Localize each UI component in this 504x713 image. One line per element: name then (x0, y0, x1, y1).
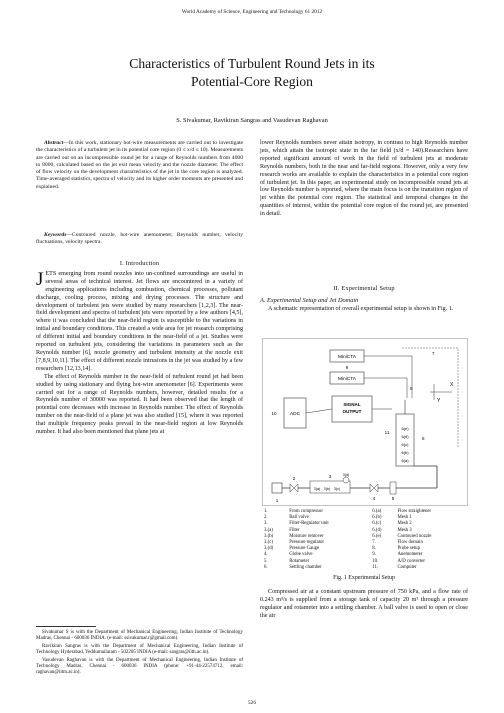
intro-paragraph-3: lower Reynolds numbers never attain isotropy, in contrast to high Reynolds number jets, which attain the isotropic state in the far field (x/d = 140).Researchers have reported significant amount of work in the field of turbulent jets at moderate Reynolds numbers, both in the near and far-field regions. However, only a very few research works are available to explain the characteristics in a potential core region of turbulent jet. In this paper, an experimental study on incompressible round jets at low Reynolds number is reported, where the main focus is on the transition region of jet within the potential core region. The statistical and temporal changes in the quantities of interest, within the potential core region of the round jet, are presented in detail. (260, 140, 468, 218)
figure-legend (262, 509, 468, 571)
legend-cell: 6.(e) (372, 533, 382, 539)
section-heading-introduction: I. Introduction (119, 260, 160, 267)
legend-cell: Mesh 1 (397, 515, 412, 521)
label-1: 1 (275, 498, 279, 503)
legend-cell: 3. (264, 521, 268, 527)
cable-adc (306, 409, 332, 413)
keywords (36, 232, 243, 247)
after-figure-text (260, 589, 468, 621)
rotameter-icon (390, 482, 396, 494)
experimental-setup-diagram (262, 338, 468, 506)
pressure-gauge-icon (343, 477, 349, 483)
abstract-label: Abstract (44, 140, 64, 146)
footnotes (36, 626, 243, 678)
minicta-label-2: MiniCTA (337, 377, 357, 382)
running-header: World Academy of Science, Engineering and Technology 61 2012 (181, 9, 323, 15)
legend-cell: Flow straightener (397, 509, 432, 514)
keywords-label: Keywords (44, 232, 67, 238)
legend-cell: Ball valve (289, 515, 309, 521)
label-x: X (450, 382, 454, 388)
footnote-1: Sivakumar S is with the Department of Mechanical Engineering, Indian Institute of Technology Madras, Chennai - 600036 INDIA. (e-mail: ssivakumar.r@gmail.com). (36, 630, 243, 642)
legend-cell: Filter-Regulator unit (289, 521, 329, 527)
legend-cell: Rotameter (289, 558, 310, 564)
subsection-a-text: A schematic representation of overall experimental setup is shown in Fig. 1. (268, 305, 454, 312)
label-6b: 6(b) (401, 450, 409, 455)
title-line-2: Potential-Core Region (191, 74, 313, 89)
label-6a: 6(a) (401, 458, 409, 463)
label-10: 10 (271, 411, 277, 416)
legend-table (262, 509, 468, 571)
legend-cell: Globe valve (289, 552, 313, 558)
legend-cell: 3.(b) (264, 533, 274, 539)
cable-1 (364, 356, 412, 398)
abstract (36, 140, 243, 191)
label-3a: 3(a) (313, 487, 321, 491)
legend-cell: 6.(b) (372, 515, 382, 521)
section-heading-experimental: II. Experimental Setup (333, 285, 395, 292)
legend-cell: Moisture remover (289, 533, 324, 539)
label-6: 6 (422, 436, 425, 441)
keywords-text: —Contoured nozzle, hot-wire anemometer, Reynolds number, velocity fluctuations, velocity spectra. (36, 232, 243, 246)
legend-cell: 10. (372, 558, 379, 564)
legend-cell: Pressure regulator (289, 540, 324, 546)
minicta-label-1: MiniCTA (337, 355, 357, 360)
label-2: 2 (292, 476, 296, 481)
authors: S. Sivakumar, Ravikiran Sangras and Vasudevan Raghavan (176, 117, 328, 124)
introduction-section (36, 260, 243, 437)
adc-label: ADC (289, 412, 301, 417)
title-line-1: Characteristics of Turbulent Round Jets in its (129, 56, 375, 71)
legend-cell: Computer (397, 564, 417, 570)
subsection-heading-a: A. Experimental Setup and Jet Domain (260, 296, 359, 304)
footnote-3: Vasudevan Raghavan is with the Department of Mechanical Engineering, Indian Institute of Technology Madras, Chennai - 600036 INDIA (phone: +91-44-22574712, email: raghavan@iitm.ac.in). (36, 657, 243, 676)
label-11: 11 (384, 430, 390, 435)
figure-caption: Fig. 1 Experimental Setup (333, 575, 395, 581)
label-5: 5 (391, 496, 395, 501)
legend-cell: 7. (372, 540, 376, 546)
legend-cell: 3.(a) (264, 527, 273, 533)
cable-2 (364, 378, 407, 398)
legend-cell: 8. (372, 546, 376, 552)
legend-cell: 6.(a) (372, 509, 382, 514)
legend-cell: Mesh 3 (397, 527, 412, 533)
globe-valve-icon (370, 484, 378, 492)
setup-paragraph: Compressed air at a constant upstream pressure of 750 kPa, and a flow rate of 0.243 m³/s is supplied from a storage tank of capacity 20 m³ through a pressure regulator and rotameter into a settling chamber. A ball valve is used to open or close the air (260, 589, 468, 619)
label-3d: 3(d) (342, 473, 350, 477)
dropcap-letter: J (36, 268, 44, 290)
intro-continued (260, 140, 468, 219)
label-3b: 3(b) (323, 487, 331, 491)
abstract-text: —In this work, stationary hot-wire measurements are carried out to investigate the characteristics of a turbulent jet in its potential core region (0 ≤ x/d ≤ 10). Measurements are carried out on an incompressible round jet for a range of Reynolds numbers from 4000 to 8000, calculated based on the jet exit mean velocity and the nozzle diameter. The effect of flow velocity on the development characteristics of the jet in the core region is analyzed. Time-averaged statistics, spectra of velocity and its higher order moments are presented and explained. (36, 140, 243, 190)
legend-cell: Anemometer (397, 552, 423, 558)
signal-label-1: SIGNAL (343, 402, 361, 407)
legend-cell: 4. (264, 552, 268, 558)
label-4: 4 (372, 496, 376, 501)
label-7: 7 (432, 351, 435, 356)
legend-cell: Settling chamber (289, 564, 322, 570)
label-3: 3 (328, 474, 332, 479)
label-3c: 3(c) (333, 487, 341, 491)
signal-label-2: OUTPUT (342, 409, 362, 414)
footnote-2: Ravikiran Sangras is with the Department of Mechanical Engineering, Indian Institute of Technology Hyderabad, Yeddumailaram - 502205 INDIA (e-mail: sangras@iith.ac.in). (36, 643, 243, 656)
intro-paragraph-2: The effect of Reynolds number in the near-field of turbulent round jet had been studied by using stationary and flying hot-wire anemometer [6]. Experiments were carried out for a range of Reynolds numbers, however, detailed results for a Reynolds number of 30000 was reported. It had been observed that the length of potential core decreases with increase in Reynolds number. The effect of Reynolds number on the near-field of a plane jet was also studied [15], where it was reported that multiple frequency peaks prevail in the near-field region at low Reynolds number. It had also been mentioned that plane jets at (36, 373, 243, 436)
paper-title (40, 55, 464, 91)
page-number: 526 (248, 700, 256, 706)
legend-cell: A/D converter (397, 558, 426, 564)
legend-cell: 9. (372, 552, 376, 558)
compressor-box (272, 483, 282, 493)
label-8: 8 (410, 386, 413, 391)
ball-valve-icon (290, 484, 298, 492)
legend-cell: Mesh 2 (397, 521, 412, 527)
legend-row (262, 565, 468, 571)
legend-cell: From compressor (289, 509, 323, 514)
label-6e: 6(e) (401, 426, 409, 431)
label-y: Y (437, 398, 441, 404)
legend-cell: 1. (264, 509, 268, 514)
label-9-top: 9 (345, 365, 349, 370)
legend-cell: Contoured nozzle (397, 533, 432, 539)
legend-cell: 6. (264, 564, 268, 570)
legend-cell: Pressure Gauge (289, 546, 320, 552)
legend-cell: 6.(d) (372, 527, 382, 533)
legend-cell: 3.(d) (264, 546, 274, 552)
legend-cell: 5. (264, 558, 268, 564)
footnote-rule (36, 626, 96, 627)
legend-cell: 6.(c) (372, 521, 382, 527)
legend-cell: 3.(c) (264, 540, 273, 546)
legend-cell: Flow domain (397, 540, 423, 546)
label-6c: 6(c) (401, 442, 409, 447)
legend-cell: Probe setup (397, 546, 420, 552)
experimental-section (260, 285, 468, 314)
legend-cell: 11. (372, 564, 379, 570)
legend-cell: 2. (264, 515, 268, 521)
legend-cell: Filter (289, 527, 300, 533)
intro-paragraph-1: ETS emerging from round nozzles into un-confined surroundings are useful in several areas of technical interest. Jet flows are encountered in a variety of engineering applications including combustion, chemical processes, pollutant discharge, cooling process, mixing and drying processes. The structure and development of turbulent jets were studied by many researchers [1,2,3]. The near-field development and spectra of turbulent jets were reported by a few authors [4,5], where it was concluded that the near-field region is susceptible to the variations in initial and boundary conditions. This created a wide area for jet research comprising of different initial and boundary conditions in the near-field of a jet. Studies were reported on turbulent jets, considering the variations in parameters such as the Reynolds number [6], nozzle geometry and turbulent intensity at the nozzle exit [7,8,9,10,11]. The effect of different nozzle intrusions in the jet was studied by a few researchers [12,13,14]. (36, 270, 243, 372)
label-6d: 6(d) (401, 434, 409, 439)
